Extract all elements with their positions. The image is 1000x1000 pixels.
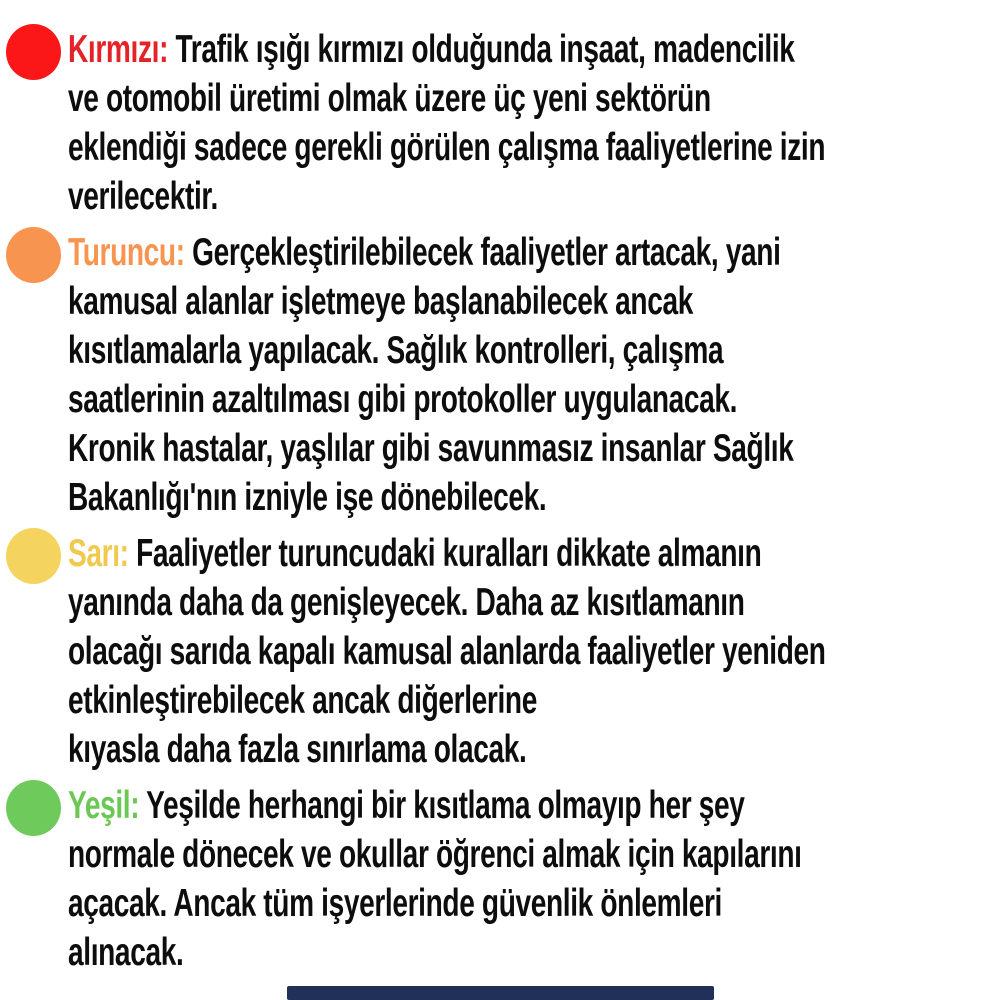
red-circle-icon (6, 24, 61, 80)
legend-line-first (68, 529, 762, 578)
legend-line: saatlerinin azaltılması gibi protokoller uygulanacak. (68, 378, 738, 421)
legend-line: kıyasla daha fazla sınırlama olacak. (68, 728, 527, 771)
legend-line: etkinleştirebilecek ancak diğerlerine (68, 679, 537, 722)
legend-text: Trafik ışığı kırmızı olduğunda inşaat, madencilik (175, 28, 795, 71)
legend-section-kirmizi (0, 25, 1000, 221)
legend-line: verilecektir. (68, 175, 218, 218)
legend-label-yesil: Yeşil: (68, 784, 140, 827)
legend-line: kamusal alanlar işletmeye başlanabilecek ancak (68, 280, 693, 323)
orange-circle-icon (6, 227, 61, 283)
legend-line: yanında daha da genişleyecek. Daha az kısıtlamanın (68, 581, 745, 624)
legend-text: Faaliyetler turuncudaki kuralları dikkate almanın (136, 532, 762, 575)
legend-line: normale dönecek ve okullar öğrenci almak için kapılarını (68, 833, 802, 876)
legend-label-turuncu: Turuncu: (68, 231, 185, 274)
legend-line-first (68, 781, 745, 830)
legend-section-yesil (0, 781, 1000, 977)
legend-line: olacağı sarıda kapalı kamusal alanlarda faaliyetler yeniden (68, 630, 826, 673)
legend-line: açacak. Ancak tüm işyerlerinde güvenlik önlemleri (68, 882, 722, 925)
legend-line: ve otomobil üretimi olmak üzere üç yeni sektörün (68, 77, 711, 120)
legend-section-text (68, 228, 794, 522)
legend-section-text (68, 529, 826, 774)
legend-line: alınacak. (68, 931, 184, 974)
yellow-circle-icon (6, 528, 61, 584)
legend-line: Kronik hastalar, yaşlılar gibi savunmasız insanlar Sağlık (68, 427, 794, 470)
legend-label-sari: Sarı: (68, 532, 129, 575)
legend-line: kısıtlamalarla yapılacak. Sağlık kontrolleri, çalışma (68, 329, 724, 372)
legend-section-sari (0, 529, 1000, 774)
legend-text: Gerçekleştirilebilecek faaliyetler artacak, yani (192, 231, 781, 274)
legend-section-turuncu (0, 228, 1000, 522)
legend-text: Yeşilde herhangi bir kısıtlama olmayıp her şey (146, 784, 745, 827)
legend-line: Bakanlığı'nın izniyle işe dönebilecek. (68, 476, 547, 519)
video-progress-bar[interactable] (287, 986, 714, 1000)
legend-section-text (68, 25, 826, 221)
traffic-light-legend (0, 25, 1000, 984)
legend-line-first (68, 25, 795, 74)
green-circle-icon (6, 780, 61, 836)
legend-line-first (68, 228, 781, 277)
legend-section-text (68, 781, 802, 977)
legend-line: eklendiği sadece gerekli görülen çalışma faaliyetlerine izin (68, 126, 826, 169)
legend-label-kirmizi: Kırmızı: (68, 28, 169, 71)
